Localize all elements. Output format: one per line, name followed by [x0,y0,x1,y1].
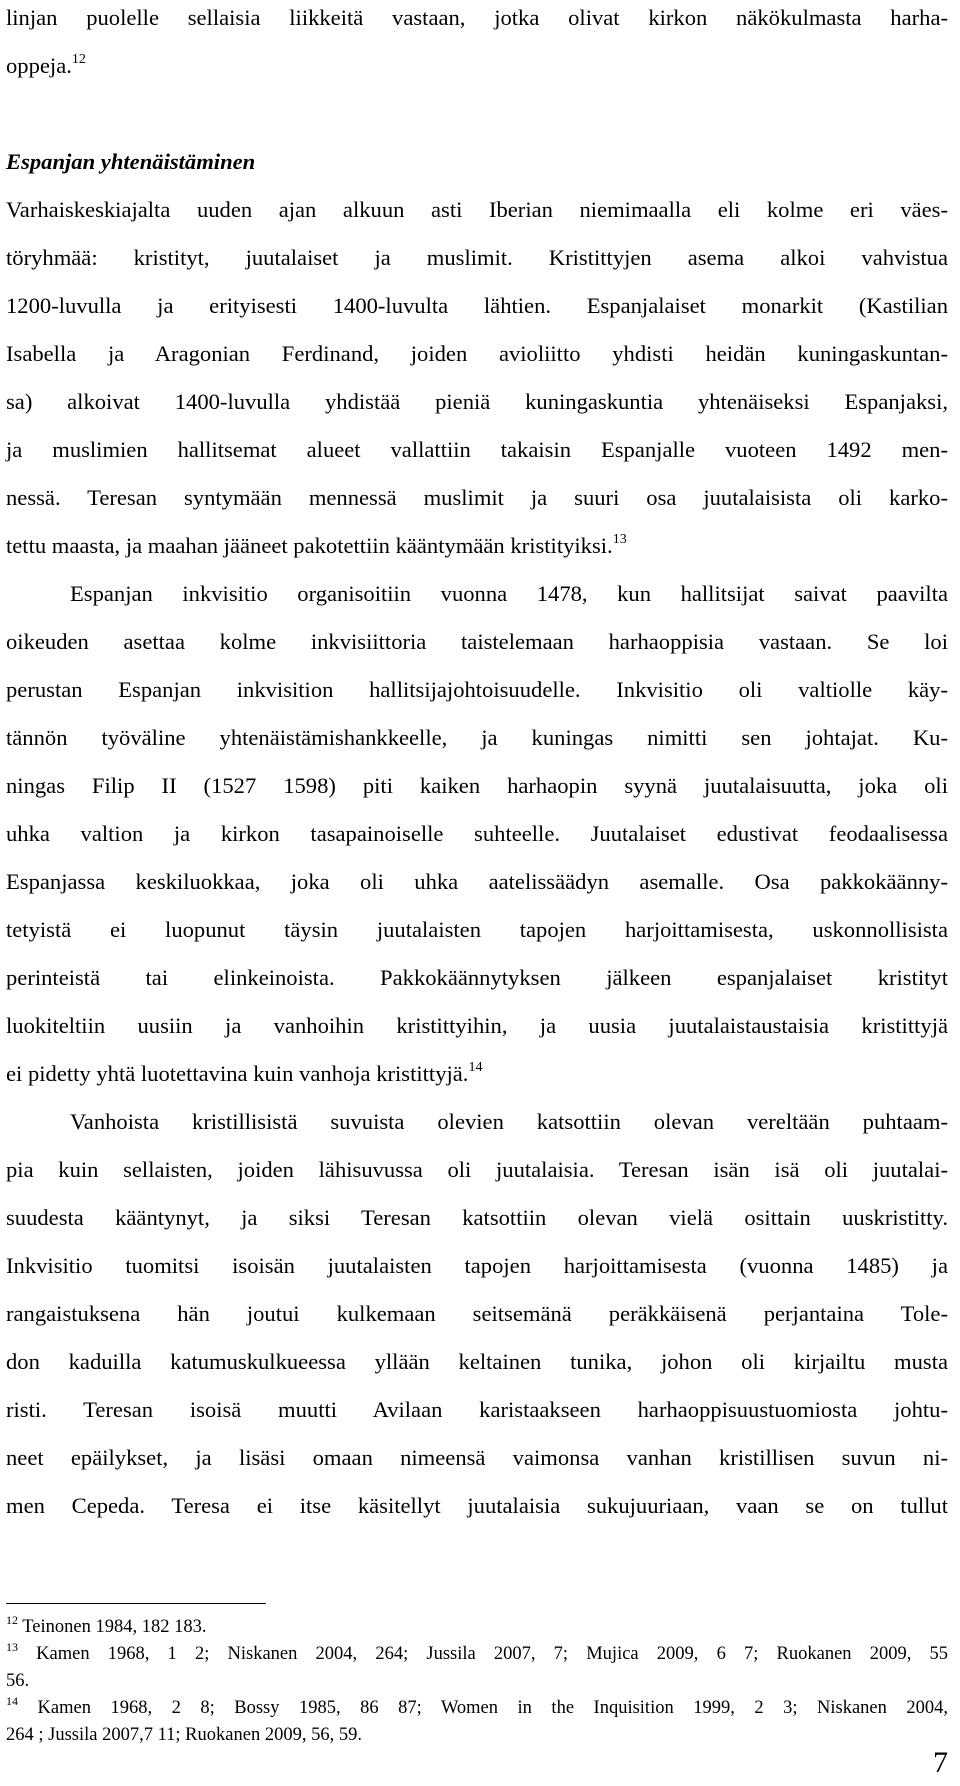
text-line: perinteistä tai elinkeinoista. Pakkokäännytyksen jälkeen espanjalaiset kristityt [6,965,948,990]
body-text [6,0,948,1530]
footnote-text: Teinonen 1984, 182 183. [22,1617,207,1637]
footnote-marker: 12 [6,1613,18,1627]
text-line: ja muslimien hallitsemat alueet vallattiin takaisin Espanjalle vuoteen 1492 men- [6,437,948,462]
footnote-13 [6,1641,948,1668]
text-line: luokiteltiin uusiin ja vanhoihin kristittyihin, ja uusia juutalaistaustaisia kristittyjä [6,1013,948,1038]
text-line: pia kuin sellaisten, joiden lähisuvussa oli juutalaisia. Teresan isän isä oli juutalai- [6,1157,948,1182]
text-line: don kaduilla katumuskulkueessa yllään keltainen tunika, johon oli kirjailtu musta [6,1349,948,1374]
text-line [6,42,948,90]
text-line: tännön työväline yhtenäistämishankkeelle, ja kuningas nimitti sen johtajat. Ku- [6,725,948,750]
text-line: risti. Teresan isoisä muutti Avilaan karistaakseen harhaoppisuustuomiosta johtu- [6,1397,948,1422]
text-line: sa) alkoivat 1400-luvulla yhdistää pieniä kuningaskuntia yhtenäiseksi Espanjaksi, [6,389,948,414]
text-line: ningas Filip II (1527 1598) piti kaiken harhaopin syynä juutalaisuutta, joka oli [6,773,948,798]
text-line: linjan puolelle sellaisia liikkeitä vastaan, jotka olivat kirkon näkökulmasta harha- [6,5,948,30]
text-line [6,1050,948,1098]
text-line [6,522,948,570]
paragraph-first-line: Vanhoista kristillisistä suvuista olevien katsottiin olevan vereltään puhtaam- [70,1109,948,1134]
text-line: suudesta kääntynyt, ja siksi Teresan katsottiin olevan vielä osittain uuskristitty. [6,1205,948,1230]
text-line: Espanjassa keskiluokkaa, joka oli uhka aatelissäädyn asemalle. Osa pakkokäänny- [6,869,948,894]
footnote-marker: 13 [6,1640,18,1654]
text-line: uhka valtion ja kirkon tasapainoiselle suhteelle. Juutalaiset edustivat feodaalisessa [6,821,948,846]
text-line-content: tettu maasta, ja maahan jääneet pakotettiin kääntymään kristityiksi. [6,533,613,558]
section-heading: Espanjan yhtenäistäminen [6,149,256,174]
text-line: rangaistuksena hän joutui kulkemaan seitsemänä peräkkäisenä perjantaina Tole- [6,1301,948,1326]
text-line: töryhmää: kristityt, juutalaiset ja muslimit. Kristittyjen asema alkoi vahvistua [6,245,948,270]
footnote-ref-13: 13 [612,532,627,547]
blank-line [6,90,948,138]
text-line: neet epäilykset, ja lisäsi omaan nimeensä vaimonsa vanhan kristillisen suvun ni- [6,1445,948,1470]
text-line: 1200-luvulla ja erityisesti 1400-luvulta lähtien. Espanjalaiset monarkit (Kastilian [6,293,948,318]
footnote-text: Kamen 1968, 2 8; Bossy 1985, 86 87; Women in the Inquisition 1999, 2 3; Niskanen 2004, [37,1698,949,1718]
text-line: oikeuden asettaa kolme inkvisiittoria taistelemaan harhaoppisia vastaan. Se loi [6,629,948,654]
text-line-content: oppeja. [6,53,72,78]
footnote-ref-12: 12 [71,52,86,67]
text-line: perustan Espanjan inkvisition hallitsijajohtoisuudelle. Inkvisitio oli valtiolle käy- [6,677,948,702]
footnote-ref-14: 14 [468,1060,483,1075]
text-line: tetyistä ei luopunut täysin juutalaisten tapojen harjoittamisesta, uskonnollisista [6,917,948,942]
footnote-14-continued: 264 ; Jussila 2007,7 11; Ruokanen 2009, 56, 59. [6,1725,362,1745]
footnote-text: Kamen 1968, 1 2; Niskanen 2004, 264; Jussila 2007, 7; Mujica 2009, 6 7; Ruokanen 2009, 55 [36,1644,949,1664]
footnote-marker: 14 [6,1694,18,1708]
text-line: Varhaiskeskiajalta uuden ajan alkuun asti Iberian niemimaalla eli kolme eri väes- [6,197,948,222]
footnotes [6,1614,948,1749]
footnote-divider [6,1603,266,1604]
text-line: Inkvisitio tuomitsi isoisän juutalaisten tapojen harjoittamisesta (vuonna 1485) ja [6,1253,948,1278]
text-line: nessä. Teresan syntymään mennessä muslimit ja suuri osa juutalaisista oli karko- [6,485,948,510]
paragraph-first-line: Espanjan inkvisitio organisoitiin vuonna 1478, kun hallitsijat saivat paavilta [70,581,948,606]
footnote-12 [6,1614,948,1641]
text-line: Isabella ja Aragonian Ferdinand, joiden avioliitto yhdisti heidän kuningaskuntan- [6,341,948,366]
text-line-content: ei pidetty yhtä luotettavina kuin vanhoja kristittyjä. [6,1061,469,1086]
text-line: men Cepeda. Teresa ei itse käsitellyt juutalaisia sukujuuriaan, vaan se on tullut [6,1493,948,1518]
page-number: 7 [933,1746,948,1779]
footnote-14 [6,1695,948,1722]
footnote-13-continued: 56. [6,1671,30,1691]
